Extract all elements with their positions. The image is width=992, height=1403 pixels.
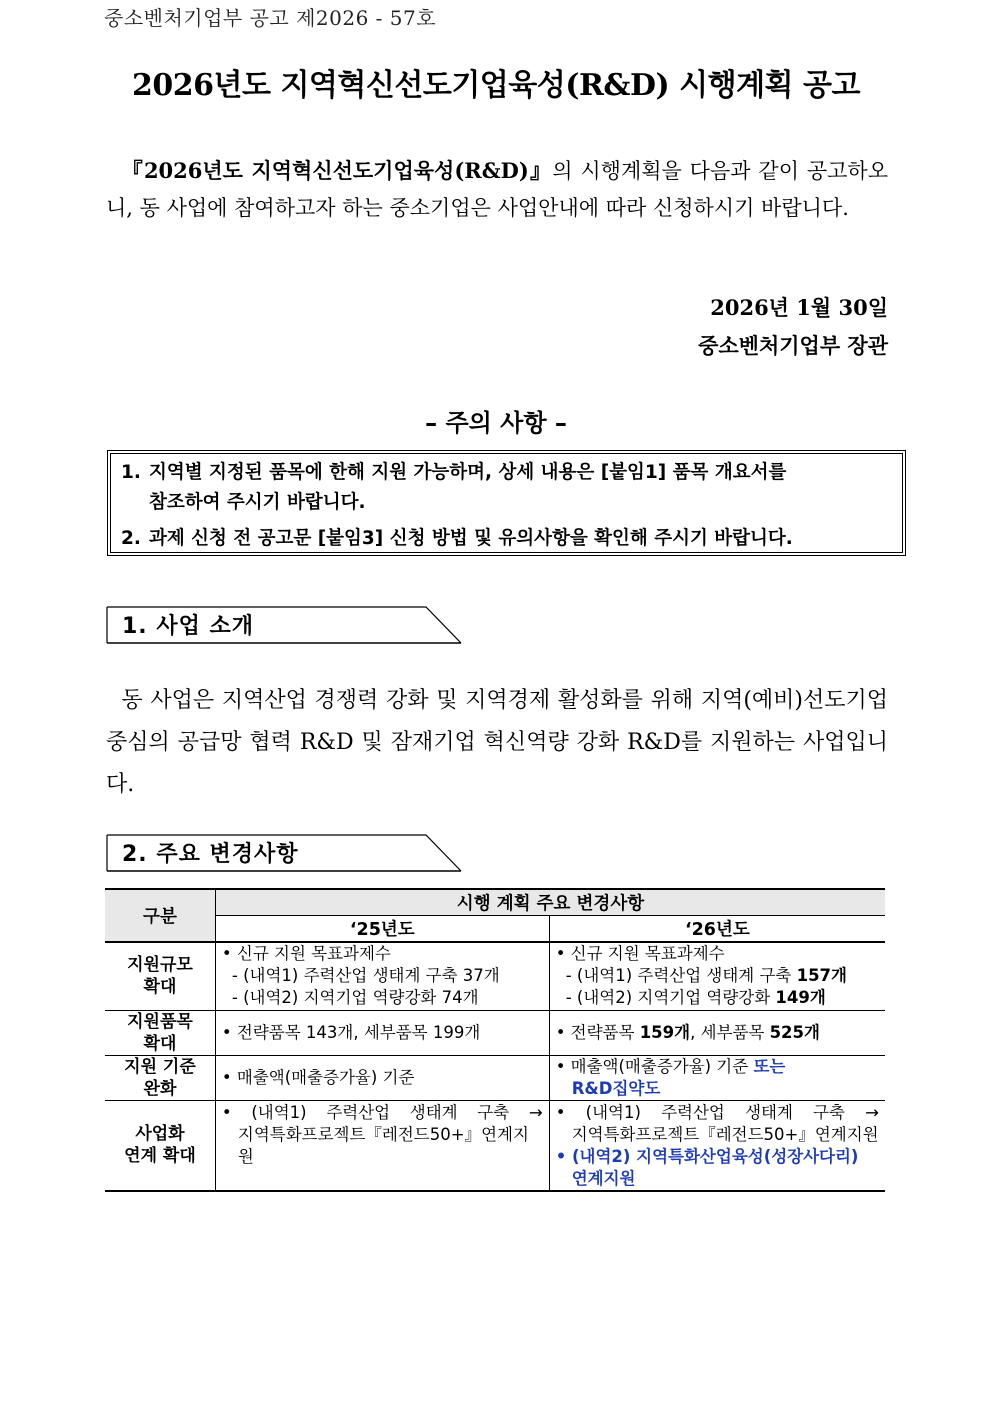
notice-title: – 주의 사항 – [425,409,567,437]
header-group: 시행 계획 주요 변경사항 [215,889,885,916]
intro-paragraph [106,152,888,227]
program-name: 『2026년도 지역혁신선도기업육성(R&D)』 [121,158,553,183]
cell-line [556,987,879,1009]
header-2025: ‘25년도 [215,916,549,943]
cell-line: - (내역2) 지역기업 역량강화 74개 [231,988,479,1008]
cell-text: • 전략품목 [555,1022,640,1042]
cell-line: - (내역1) 주력산업 생태계 구축 37개 [231,966,500,986]
category-text: 지원품목 확대 [127,1011,193,1054]
section-2-heading [106,834,462,872]
category-text: 지원 기준 완화 [124,1056,196,1099]
row-category [105,1100,215,1191]
section-1-body [106,680,888,806]
cell-line: • 신규 지원 목표과제수 [555,944,725,964]
section-1-text: 동 사업은 지역산업 경쟁력 강화 및 지역경제 활성화를 위해 지역(예비)선도기업 중심의 공급망 협력 R&D 및 잠재기업 혁신역량 강화 R&D를 지원하는 사업입니다. [106,688,888,797]
notice-item-number: 2. [121,528,141,549]
table-row [105,1100,885,1191]
highlight-value: 525개 [769,1022,820,1042]
section-1-label: 1. 사업 소개 [122,614,254,639]
cell-text: , 세부품목 [690,1022,770,1042]
cell-text: • 매출액(매출증가율) 기준 [555,1056,754,1076]
highlight-value: 159개 [639,1022,691,1042]
notice-item-line: 지역별 지정된 품목에 한해 지원 가능하며, 상세 내용은 [붙임1] 품목 개요서를 [149,462,787,483]
cell-line: 지역특화프로젝트『레전드50+』연계지원 [571,1124,879,1144]
cell-text: - (내역2) 지역기업 역량강화 [565,988,776,1008]
changes-table [105,888,885,1192]
cell-text: - (내역1) 주력산업 생태계 구축 [565,966,797,986]
intro-text: 의 시행계획을 다음과 같이 공고하오니, 동 사업에 참여하고자 하는 중소기업은 사업안내에 따라 신청하시기 바랍니다. [106,159,888,220]
section-1-heading [106,606,462,644]
cell-line: • (내역1) 주력산업 생태계 구축 → [221,1102,543,1122]
cell-2025 [215,942,549,1010]
highlight-value: • (내역2) 지역특화산업육성(성장사다리) [555,1146,859,1166]
table-row [105,1010,885,1055]
page-title: 2026년도 지역혁신선도기업육성(R&D) 시행계획 공고 [132,68,860,103]
cell-2025 [215,1100,549,1191]
highlight-value: 또는 [753,1056,786,1076]
announcement-date: 2026년 1월 30일 [710,295,888,320]
cell-line: • (내역1) 주력산업 생태계 구축 → [555,1102,879,1122]
header-category: 구분 [105,889,215,942]
notice-box [107,450,906,556]
notice-item-text: 과제 신청 전 공고문 [붙임3] 신청 방법 및 유의사항을 확인해 주시기 바랍니다. [149,528,793,549]
cell-line: 지역특화프로젝트『레전드50+』연계지원 [237,1124,529,1166]
table-row [105,1055,885,1100]
highlight-value: R&D집약도 [571,1078,661,1098]
highlight-value: 149개 [775,988,826,1008]
document-number: 중소벤처기업부 공고 제2026 - 57호 [104,6,437,30]
cell-2025: • 전략품목 143개, 세부품목 199개 [215,1010,549,1055]
notice-item [121,458,894,518]
section-2-label: 2. 주요 변경사항 [122,842,299,867]
cell-2026 [549,1055,885,1100]
cell-line: • 신규 지원 목표과제수 [221,944,391,964]
cell-2026 [549,942,885,1010]
cell-2026 [549,1010,885,1055]
notice-item-text [149,458,894,518]
category-text: 지원규모 확대 [127,955,193,998]
notice-inner-frame [110,453,903,553]
highlight-value: 연계지원 [571,1168,636,1188]
notice-item-number: 1. [121,462,141,483]
category-text: 사업화 연계 확대 [124,1124,196,1166]
cell-line [556,1056,879,1078]
row-category [105,1010,215,1055]
notice-item-line: 참조하여 주시기 바랍니다. [149,492,366,513]
signer: 중소벤처기업부 장관 [698,333,888,358]
row-category [105,1055,215,1100]
cell-2026 [549,1100,885,1191]
notice-item [121,524,894,554]
header-2026: ‘26년도 [549,916,885,943]
cell-line [556,965,879,987]
table-row [105,942,885,1010]
highlight-value: 157개 [796,966,847,986]
row-category [105,942,215,1010]
cell-2025: • 매출액(매출증가율) 기준 [215,1055,549,1100]
